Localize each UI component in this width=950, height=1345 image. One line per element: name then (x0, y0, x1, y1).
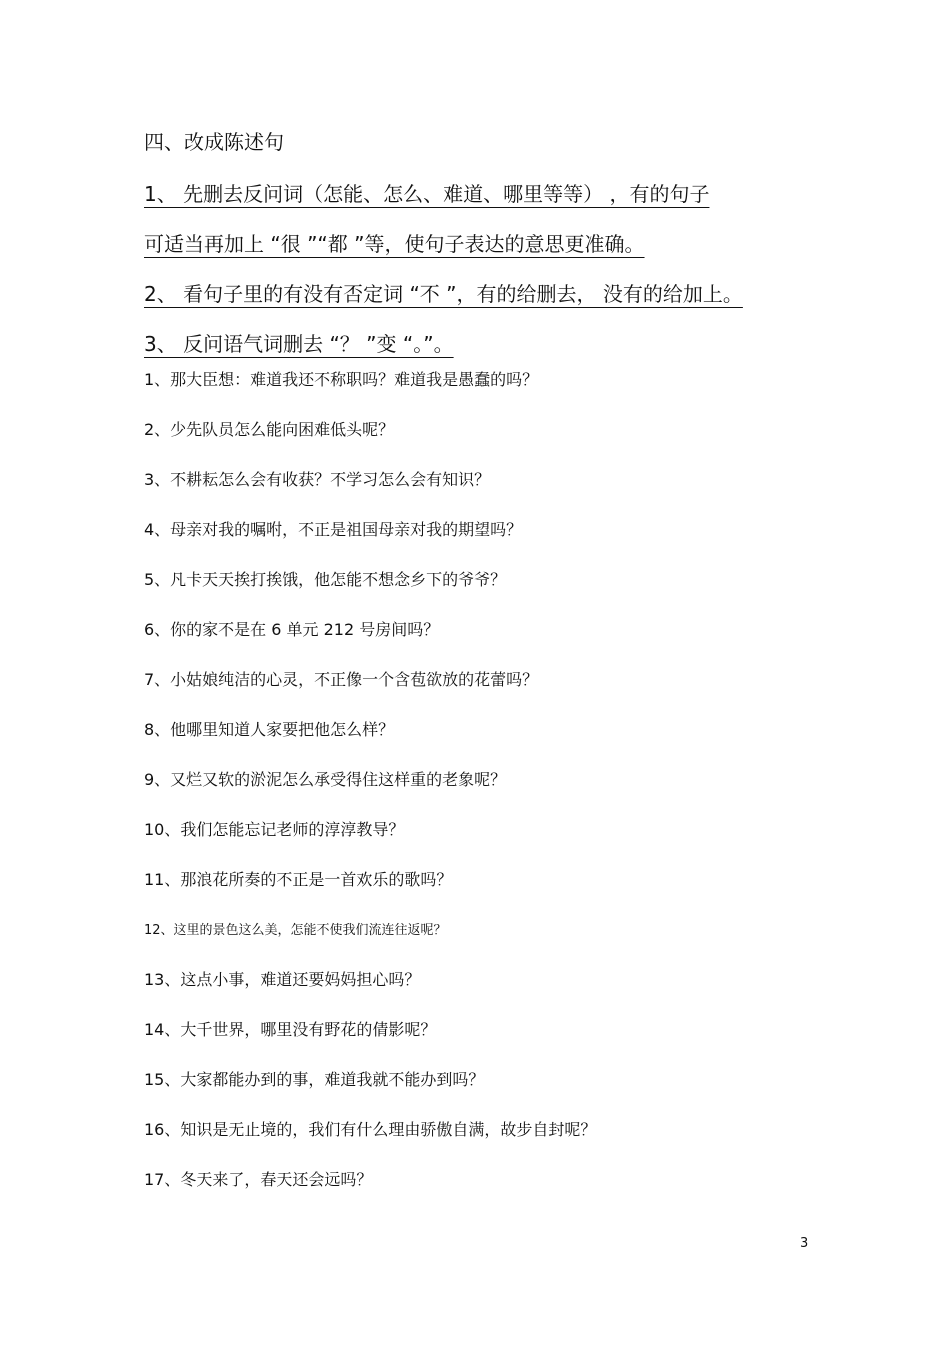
rule-1-line-1: 1、 先删去反问词（怎能、怎么、难道、哪里等等） ，有的句子 (144, 182, 710, 206)
exercise-item-2: 2、少先队员怎么能向困难低头呢？ (144, 420, 395, 439)
exercise-item-6: 6、你的家不是在 6 单元 212 号房间吗？ (144, 620, 440, 639)
exercise-item-16: 16、知识是无止境的，我们有什么理由骄傲自满，故步自封呢？ (144, 1120, 597, 1139)
section-title: 四、改成陈述句 (144, 130, 284, 154)
exercise-item-3: 3、不耕耘怎么会有收获？不学习怎么会有知识？ (144, 470, 491, 489)
exercise-item-15: 15、大家都能办到的事，难道我就不能办到吗？ (144, 1070, 485, 1089)
rule-2: 2、 看句子里的有没有否定词 “不 ”，有的给删去， 没有的给加上。 (144, 282, 743, 306)
exercise-item-14: 14、大千世界，哪里没有野花的倩影呢？ (144, 1020, 437, 1039)
rule-1-line-2: 可适当再加上 “很 ”“都 ”等，使句子表达的意思更准确。 (144, 232, 645, 256)
exercise-item-4: 4、母亲对我的嘱咐，不正是祖国母亲对我的期望吗？ (144, 520, 523, 539)
page-number: 3 (800, 1236, 809, 1251)
rule-3: 3、 反问语气词删去 “？ ”变 “。”。 (144, 332, 454, 356)
exercise-item-17: 17、冬天来了，春天还会远吗？ (144, 1170, 373, 1189)
exercise-item-5: 5、凡卡天天挨打挨饿，他怎能不想念乡下的爷爷？ (144, 570, 507, 589)
exercise-item-9: 9、又烂又软的淤泥怎么承受得住这样重的老象呢？ (144, 770, 507, 789)
exercise-item-1: 1、那大臣想：难道我还不称职吗？难道我是愚蠢的吗？ (144, 370, 539, 389)
exercise-item-12: 12、这里的景色这么美，怎能不使我们流连往返呢？ (144, 923, 447, 938)
exercise-item-8: 8、他哪里知道人家要把他怎么样？ (144, 720, 395, 739)
exercise-item-13: 13、这点小事，难道还要妈妈担心吗？ (144, 970, 421, 989)
exercise-item-7: 7、小姑娘纯洁的心灵，不正像一个含苞欲放的花蕾吗？ (144, 670, 539, 689)
exercise-item-11: 11、那浪花所奏的不正是一首欢乐的歌吗？ (144, 870, 453, 889)
exercise-item-10: 10、我们怎能忘记老师的淳淳教导？ (144, 820, 405, 839)
